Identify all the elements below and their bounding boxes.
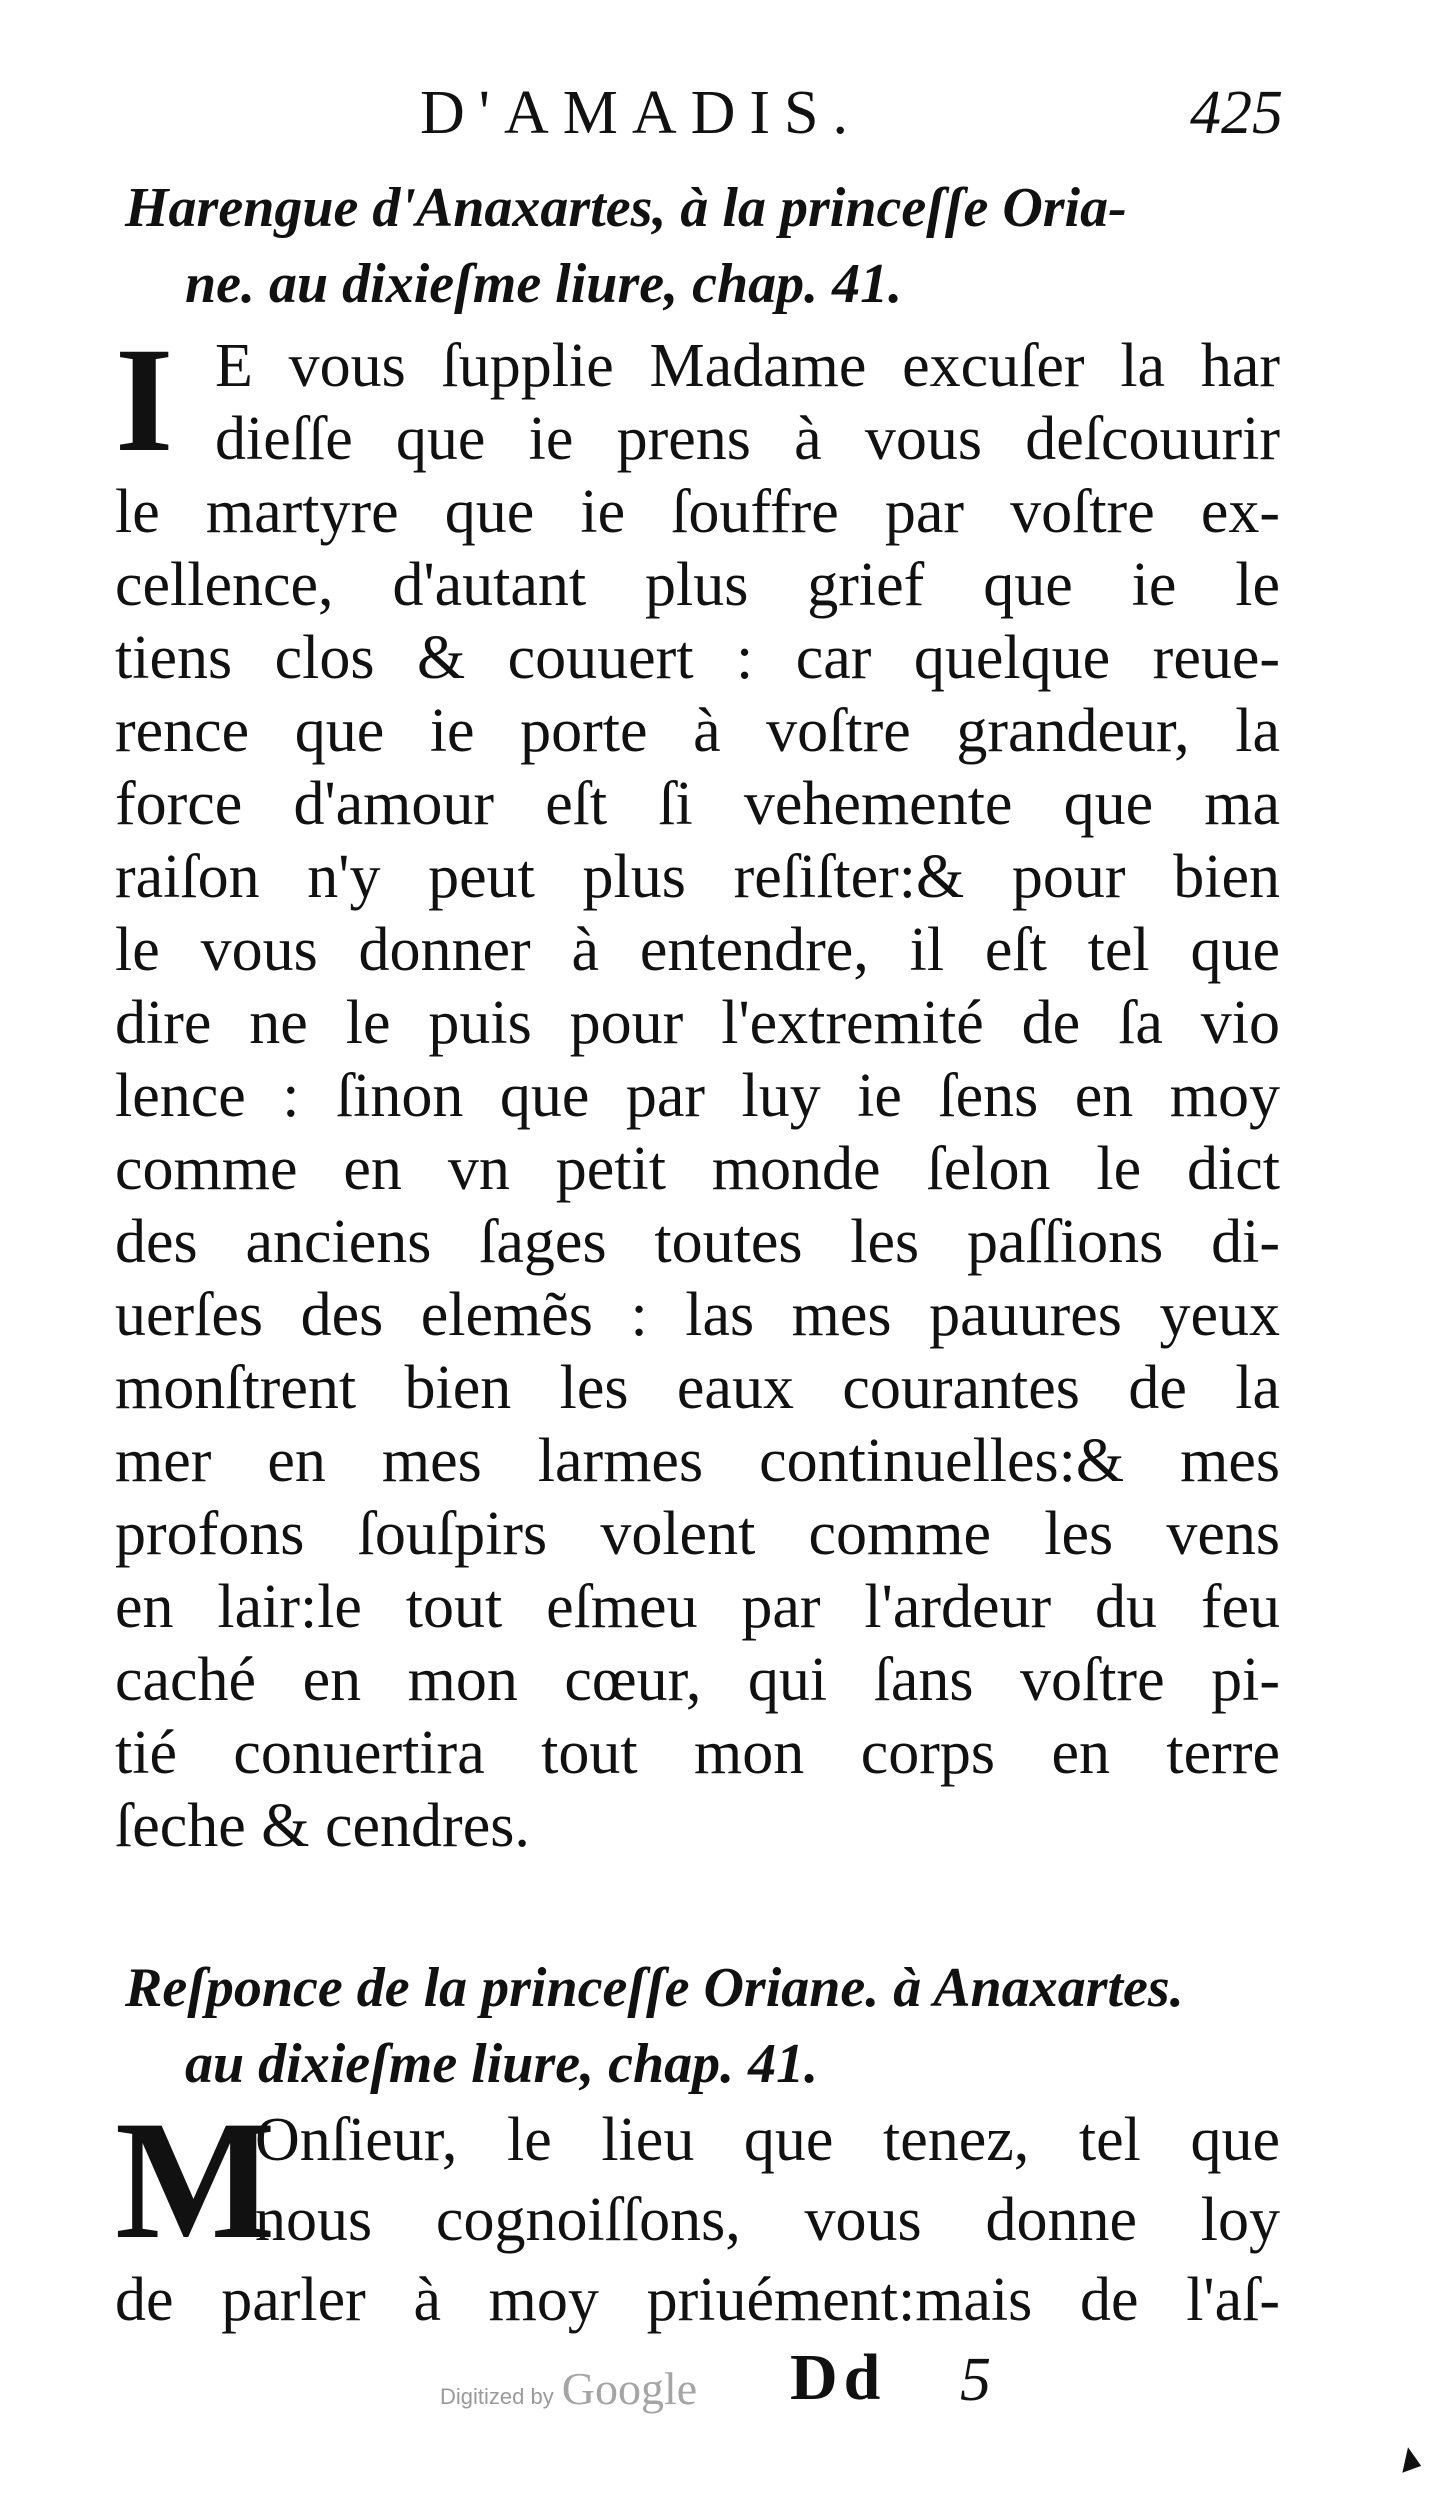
text-line: des anciens ſages toutes les paſſions di- (115, 1208, 1280, 1276)
drop-cap: M (115, 2086, 276, 2274)
text-line: nous cognoiſſons, vous donne loy (255, 2186, 1280, 2254)
body-paragraph (115, 317, 1280, 1863)
running-title: D'AMADIS. (420, 79, 863, 147)
text-line: monſtrent bien les eaux courantes de la (115, 1354, 1280, 1422)
text-line: force d'amour eſt ſi vehemente que ma (115, 770, 1280, 838)
watermark-prefix: Digitized by (440, 2384, 554, 2409)
heading-line: ne. au dixieſme liure, chap. 41. (185, 253, 903, 315)
text-line: E vous ſupplie Madame excuſer la har (215, 332, 1280, 400)
text-line: uerſes des elemẽs : las mes pauures yeux (115, 1281, 1280, 1349)
text-line: Onſieur, le lieu que tenez, tel que (255, 2106, 1280, 2174)
text-line: dire ne le puis pour l'extremité de ſa vio (115, 989, 1280, 1057)
signature-mark: Dd (790, 2341, 887, 2414)
text-line: ſeche & cendres. (115, 1792, 530, 1860)
text-line: profons ſouſpirs volent comme les vens (115, 1500, 1280, 1568)
text-line: comme en vn petit monde ſelon le dict (115, 1135, 1280, 1203)
text-line: lence : ſinon que par luy ie ſens en moy (115, 1062, 1280, 1130)
heading-line: Harengue d'Anaxartes, à la princeſſe Oria- (125, 177, 1127, 239)
text-line: tiens clos & couuert : car quelque reue- (115, 624, 1280, 692)
signature-number: 5 (960, 2346, 991, 2414)
text-line: de parler à moy priuément:mais de l'aſ- (115, 2266, 1280, 2334)
text-line: mer en mes larmes continuelles:& mes (115, 1427, 1280, 1495)
section-heading (125, 170, 1305, 322)
text-line: en lair:le tout eſmeu par l'ardeur du feu (115, 1573, 1280, 1641)
heading-line: Reſponce de la princeſſe Oriane. à Anaxartes. (125, 1957, 1184, 2019)
text-line: le martyre que ie ſouffre par voſtre ex- (115, 478, 1280, 546)
text-line: tié conuertira tout mon corps en terre (115, 1719, 1280, 1787)
body-paragraph (115, 2086, 1280, 2340)
text-line: dieſſe que ie prens à vous deſcouurir (215, 405, 1280, 473)
text-line: rence que ie porte à voſtre grandeur, la (115, 697, 1280, 765)
text-line: le vous donner à entendre, il eſt tel que (115, 916, 1280, 984)
text-line: raiſon n'y peut plus reſiſter:& pour bien (115, 843, 1280, 911)
google-logo: Google (561, 2363, 698, 2414)
text-line: cellence, d'autant plus grief que ie le (115, 551, 1280, 619)
drop-cap: I (115, 317, 174, 483)
digitization-watermark (440, 2362, 697, 2415)
text-line: caché en mon cœur, qui ſans voſtre pi- (115, 1646, 1280, 1714)
corner-mark-icon (1395, 2445, 1421, 2473)
heading-line: au dixieſme liure, chap. 41. (185, 2033, 819, 2095)
page-number: 425 (1190, 79, 1283, 147)
section-heading (125, 1950, 1305, 2102)
